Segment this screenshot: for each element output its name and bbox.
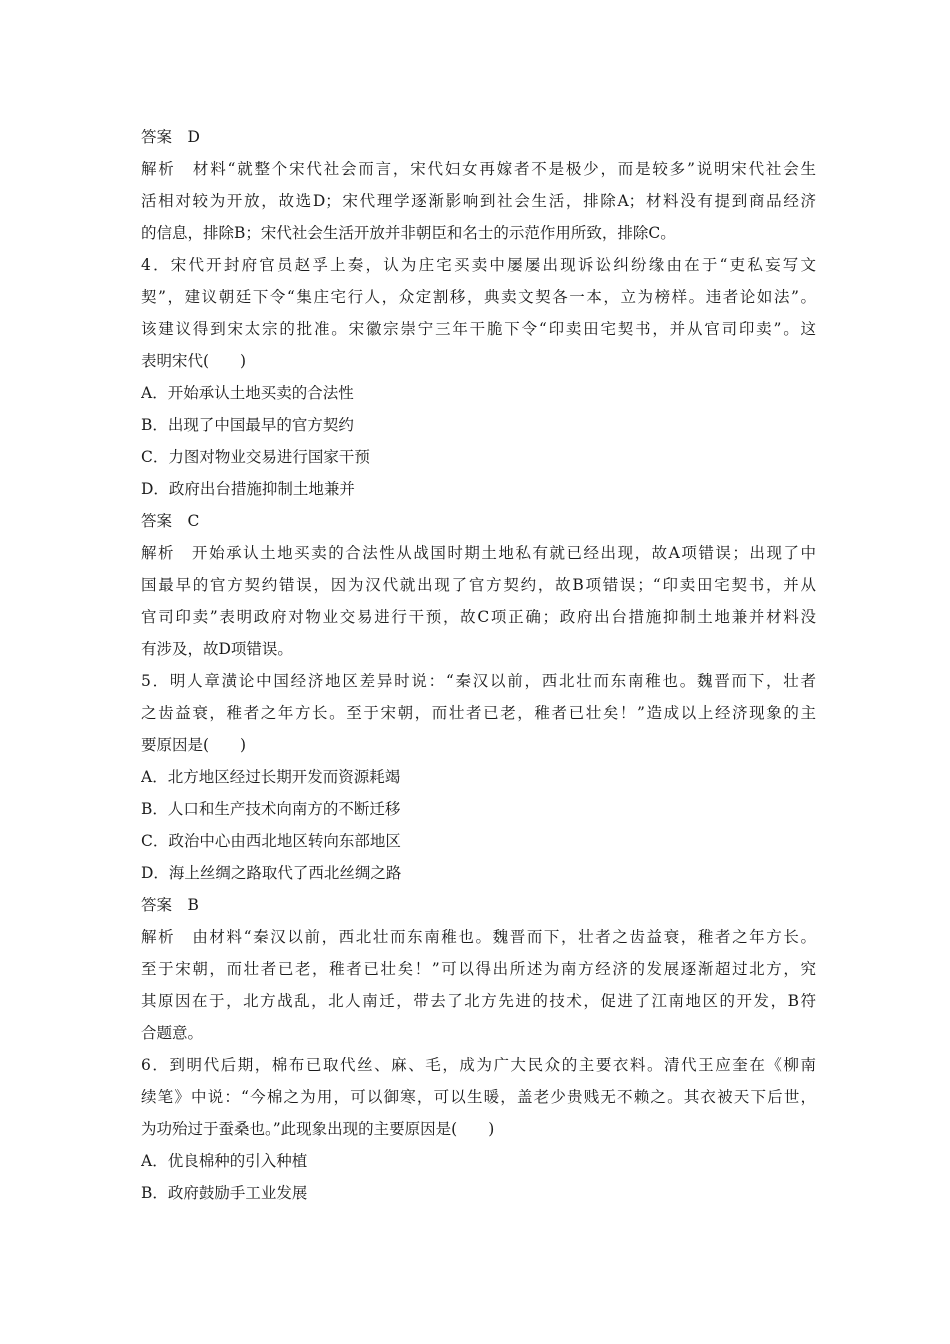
question-line: 为功殆过于蚕桑也。”此现象出现的主要原因是( ) xyxy=(141,1120,495,1138)
question-line: 6．到明代后期，棉布已取代丝、麻、毛，成为广大民众的主要衣料。清代王应奎在《柳南 xyxy=(141,1056,816,1074)
question-line: 表明宋代( ) xyxy=(141,352,247,370)
question-line: 契”，建议朝廷下令“集庄宅行人，众定割移，典卖文契各一本，立为榜样。违者论如法”。 xyxy=(141,288,816,306)
option-c: C．力图对物业交易进行国家干预 xyxy=(141,448,370,466)
analysis-line: 官司印卖”表明政府对物业交易进行干预，故C项正确；政府出台措施抑制土地兼并材料没 xyxy=(141,608,816,626)
option-d: D．海上丝绸之路取代了西北丝绸之路 xyxy=(141,864,402,882)
option-b: B．政府鼓励手工业发展 xyxy=(141,1184,308,1202)
question-line: 之齿益衰，稚者之年方长。至于宋朝，而壮者已老，稚者已壮矣！”造成以上经济现象的主 xyxy=(141,704,816,722)
analysis-line: 解析 由材料“秦汉以前，西北壮而东南稚也。魏晋而下，壮者之齿益衰，稚者之年方长。 xyxy=(141,928,816,946)
analysis-line: 的信息，排除B；宋代社会生活开放并非朝臣和名士的示范作用所致，排除C。 xyxy=(141,224,676,242)
question-line: 5．明人章潢论中国经济地区差异时说：“秦汉以前，西北壮而东南稚也。魏晋而下，壮者 xyxy=(141,672,816,690)
analysis-line: 合题意。 xyxy=(141,1024,204,1042)
option-c: C．政治中心由西北地区转向东部地区 xyxy=(141,832,401,850)
option-d: D．政府出台措施抑制土地兼并 xyxy=(141,480,355,498)
option-a: A．北方地区经过长期开发而资源耗竭 xyxy=(141,768,401,786)
analysis-line: 有涉及，故D项错误。 xyxy=(141,640,293,658)
analysis-line: 其原因在于，北方战乱，北人南迁，带去了北方先进的技术，促进了江南地区的开发，B符 xyxy=(141,992,816,1010)
question-line: 续笔》中说：“今棉之为用，可以御寒，可以生暖，盖老少贵贱无不赖之。其衣被天下后世， xyxy=(141,1088,816,1106)
analysis-line: 至于宋朝，而壮者已老，稚者已壮矣！”可以得出所述为南方经济的发展逐渐超过北方，究 xyxy=(141,960,816,978)
analysis-line: 解析 开始承认土地买卖的合法性从战国时期土地私有就已经出现，故A项错误；出现了中 xyxy=(141,544,816,562)
analysis-line: 解析 材料“就整个宋代社会而言，宋代妇女再嫁者不是极少，而是较多”说明宋代社会生 xyxy=(141,160,816,178)
option-a: A．开始承认土地买卖的合法性 xyxy=(141,384,354,402)
option-b: B．人口和生产技术向南方的不断迁移 xyxy=(141,800,401,818)
answer-line: 答案 B xyxy=(141,896,199,914)
question-line: 该建议得到宋太宗的批准。宋徽宗崇宁三年干脆下令“印卖田宅契书，并从官司印卖”。这 xyxy=(141,320,816,338)
option-b: B．出现了中国最早的官方契约 xyxy=(141,416,354,434)
answer-line: 答案 D xyxy=(141,128,200,146)
analysis-line: 活相对较为开放，故选D；宋代理学逐渐影响到社会生活，排除A；材料没有提到商品经济 xyxy=(141,192,816,210)
question-line: 4．宋代开封府官员赵孚上奏，认为庄宅买卖中屡屡出现诉讼纠纷缘由在于“吏私妄写文 xyxy=(141,256,816,274)
analysis-line: 国最早的官方契约错误，因为汉代就出现了官方契约，故B项错误；“印卖田宅契书，并从 xyxy=(141,576,816,594)
answer-line: 答案 C xyxy=(141,512,200,530)
question-line: 要原因是( ) xyxy=(141,736,247,754)
document-page xyxy=(141,121,816,1209)
option-a: A．优良棉种的引入种植 xyxy=(141,1152,308,1170)
